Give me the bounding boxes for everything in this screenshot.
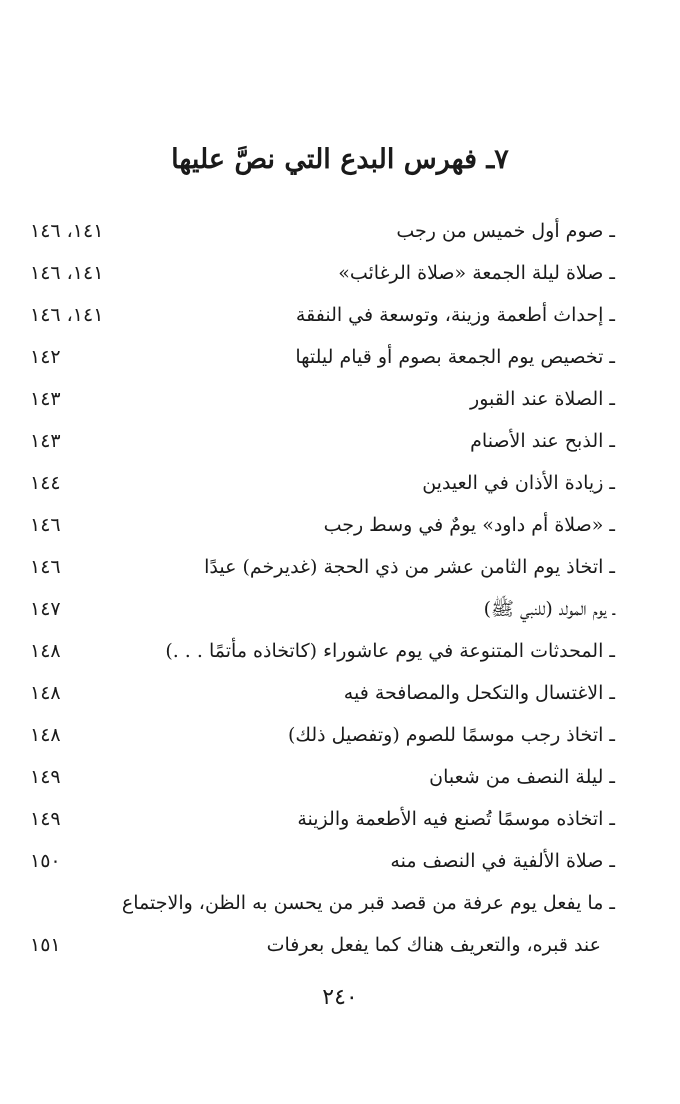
entry-pages: ١٤٩ [30, 766, 61, 788]
page-number: ٢٤٠ [322, 985, 358, 1010]
entry-text: ـ صلاة ليلة الجمعة «صلاة الرغائب» [338, 262, 615, 284]
entry-pages: ١٥٠ [30, 850, 61, 872]
entry-pages: ١٤٨ [30, 724, 61, 746]
entry-text: ـ «صلاة أم داود» يومٌ في وسط رجب [323, 514, 615, 536]
entry-pages: ١٤٧ [30, 598, 61, 620]
index-entry [0, 462, 680, 504]
entry-pages: ١٤٨ [30, 682, 61, 704]
entry-pages: ١٤٩ [30, 808, 61, 830]
entry-text: ـ الاغتسال والتكحل والمصافحة فيه [343, 682, 615, 704]
entry-text: ـ تخصيص يوم الجمعة بصوم أو قيام ليلتها [295, 346, 615, 368]
entry-text: ـ اتخاذ رجب موسمًا للصوم (وتفصيل ذلك) [287, 724, 615, 746]
index-entry [0, 672, 680, 714]
index-entry [0, 294, 680, 336]
index-entry [0, 210, 680, 252]
entry-text: ـ يوم المولد (للنبي ﷺ) [483, 598, 615, 620]
index-list [0, 210, 680, 966]
entry-text-line2: عند قبره، والتعريف هناك كما يفعل بعرفات [266, 934, 601, 956]
index-entry [0, 504, 680, 546]
entry-pages: ١٤١، ١٤٦ [30, 262, 104, 284]
entry-text: ـ زيادة الأذان في العيدين [422, 472, 615, 494]
entry-pages: ١٤١، ١٤٦ [30, 220, 104, 242]
entry-text: ـ اتخاذه موسمًا تُصنع فيه الأطعمة والزينة [297, 808, 615, 830]
entry-text-line1: ـ ما يفعل يوم عرفة من قصد قبر من يحسن به الظن، والاجتماع [121, 892, 615, 914]
index-entry [0, 252, 680, 294]
entry-pages: ١٤٦ [30, 556, 61, 578]
entry-text: ـ ليلة النصف من شعبان [429, 766, 615, 788]
index-entry [0, 798, 680, 840]
entry-pages: ١٤٨ [30, 640, 61, 662]
entry-pages: ١٤٤ [30, 472, 61, 494]
index-entry [0, 756, 680, 798]
index-entry [0, 630, 680, 672]
index-entry [0, 336, 680, 378]
entry-pages: ١٥١ [30, 934, 61, 956]
entry-text: ـ المحدثات المتنوعة في يوم عاشوراء (كاتخاذه مأتمًا . . .) [165, 640, 615, 662]
entry-text: ـ إحداث أطعمة وزينة، وتوسعة في النفقة [295, 304, 615, 326]
entry-text: ـ الصلاة عند القبور [470, 388, 615, 410]
entry-pages: ١٤١، ١٤٦ [30, 304, 104, 326]
index-entry [0, 882, 680, 966]
entry-text: ـ صلاة الألفية في النصف منه [390, 850, 615, 872]
entry-text: ـ صوم أول خميس من رجب [396, 220, 615, 242]
entry-pages: ١٤٢ [30, 346, 61, 368]
index-entry [0, 546, 680, 588]
page-title: ٧ـ فهرس البدع التي نصَّ عليها [171, 144, 509, 175]
entry-pages: ١٤٦ [30, 514, 61, 536]
entry-text: ـ اتخاذ يوم الثامن عشر من ذي الحجة (غديرخم) عيدًا [204, 556, 615, 578]
index-entry [0, 714, 680, 756]
entry-text: ـ الذبح عند الأصنام [470, 430, 615, 452]
index-entry [0, 378, 680, 420]
index-entry [0, 420, 680, 462]
index-entry [0, 588, 680, 630]
entry-pages: ١٤٣ [30, 388, 61, 410]
entry-pages: ١٤٣ [30, 430, 61, 452]
index-entry [0, 840, 680, 882]
